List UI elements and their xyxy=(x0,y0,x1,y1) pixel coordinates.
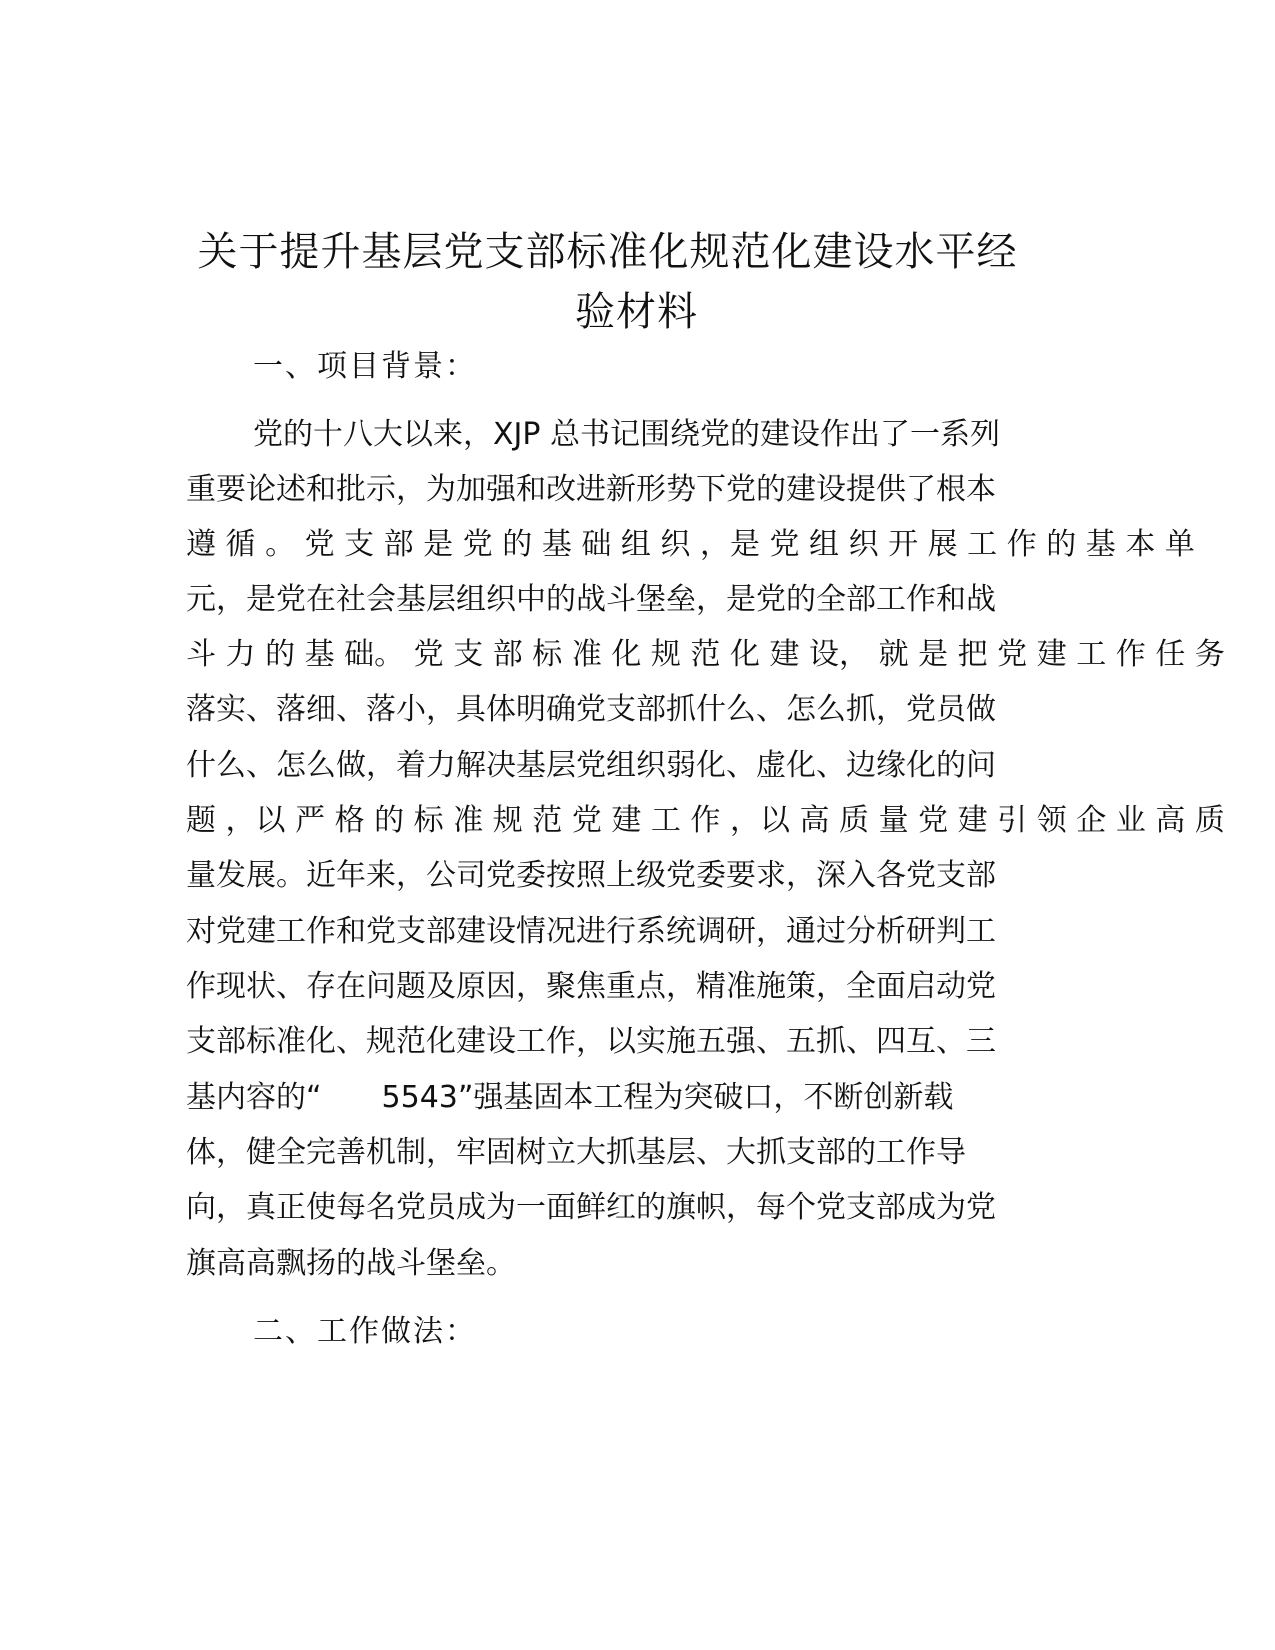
paragraph-line: 什么、怎么做，着力解决基层党组织弱化、虚化、边缘化的问 xyxy=(186,748,996,783)
document-title-line-1: 关于提升基层党支部标准化规范化建设水平经 xyxy=(197,229,1018,275)
paragraph-line: 元，是党在社会基层组织中的战斗堡垒，是党的全部工作和战 xyxy=(186,582,996,617)
section-heading-methods: 二、工作做法： xyxy=(253,1314,477,1349)
paragraph-line: 基内容的“ 5543”强基固本工程为突破口，不断创新载 xyxy=(186,1080,954,1115)
paragraph-line: 党的十八大以来，XJP 总书记围绕党的建设作出了一系列 xyxy=(253,417,1001,452)
paragraph-line: 支部标准化、规范化建设工作，以实施五强、五抓、四互、三 xyxy=(186,1024,996,1059)
paragraph-line: 落实、落细、落小，具体明确党支部抓什么、怎么抓，党员做 xyxy=(186,692,996,727)
document-title-line-2: 验材料 xyxy=(575,289,698,335)
paragraph-line: 量发展。近年来，公司党委按照上级党委要求，深入各党支部 xyxy=(186,858,996,893)
paragraph-line: 体，健全完善机制，牢固树立大抓基层、大抓支部的工作导 xyxy=(186,1135,966,1170)
paragraph-line: 旗高高飘扬的战斗堡垒。 xyxy=(186,1246,516,1281)
paragraph-line: 重要论述和批示，为加强和改进新形势下党的建设提供了根本 xyxy=(186,472,996,507)
paragraph-line: 遵 循 。 党 支 部 是 党 的 基 础 组 织 ，是 党 组 织 开 展 工 作 的 基 本 单 xyxy=(186,527,1195,562)
section-heading-background: 一、项目背景： xyxy=(253,349,477,384)
paragraph-line: 斗 力 的 基 础。 党 支 部 标 准 化 规 范 化 建 设， 就 是 把 党 建 工 作 任 务 xyxy=(186,637,1225,672)
paragraph-line: 向，真正使每名党员成为一面鲜红的旗帜，每个党支部成为党 xyxy=(186,1190,996,1225)
paragraph-line: 对党建工作和党支部建设情况进行系统调研，通过分析研判工 xyxy=(186,914,996,949)
paragraph-line: 题 ，以 严 格 的 标 准 规 范 党 建 工 作 ，以 高 质 量 党 建 引 领 企 业 高 质 xyxy=(186,803,1225,838)
paragraph-line: 作现状、存在问题及原因，聚焦重点，精准施策，全面启动党 xyxy=(186,969,996,1004)
